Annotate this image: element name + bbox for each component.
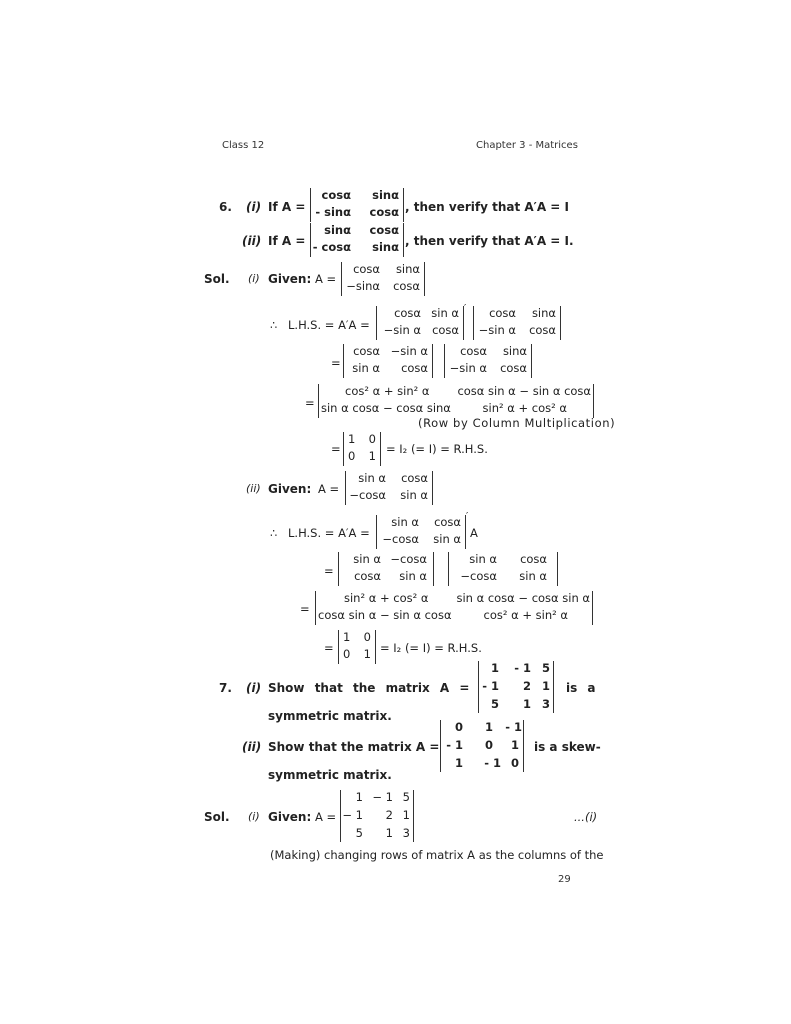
matrix-cell: 1 bbox=[490, 661, 499, 675]
sol6-i-label: (i) bbox=[248, 272, 260, 285]
matrix-cell: 1 bbox=[522, 697, 531, 711]
q7-i-text: Show that the matrix A = bbox=[268, 681, 470, 695]
matrix-cell: cos² α + sin² α bbox=[345, 384, 430, 398]
matrix-cell: −cosα bbox=[460, 569, 497, 583]
q6-part2-matrix-cell: sinα bbox=[324, 223, 351, 237]
sol6-label: Sol. bbox=[204, 272, 230, 286]
equals-sign: = bbox=[324, 641, 334, 655]
matrix-cell: sin α bbox=[391, 515, 419, 529]
sol6-i-result: = I₂ (= I) = R.H.S. bbox=[386, 442, 488, 456]
matrix-cell: 0 bbox=[368, 432, 376, 446]
matrix-cell: sin α bbox=[353, 552, 381, 566]
therefore-symbol: ∴ bbox=[270, 526, 278, 540]
matrix-cell: sin α bbox=[519, 569, 547, 583]
matrix-cell: sin α cosα − cosα sinα bbox=[321, 401, 451, 415]
q6-part1-label: (i) bbox=[246, 200, 262, 214]
matrix-cell: −cosα bbox=[382, 532, 419, 546]
matrix-cell: sin α bbox=[399, 569, 427, 583]
matrix-cell: 3 bbox=[541, 697, 550, 711]
sol6-ii-step3-matrix bbox=[315, 591, 593, 625]
matrix-cell: 1 bbox=[355, 790, 363, 804]
matrix-cell: cosα bbox=[353, 262, 380, 276]
sol6-ii-given-matrix bbox=[345, 471, 433, 505]
matrix-cell: cosα bbox=[393, 279, 420, 293]
matrix-cell: cos² α + sin² α bbox=[483, 608, 568, 622]
sol6-step3-matrix bbox=[318, 384, 594, 418]
matrix-cell: - 1 bbox=[482, 679, 499, 693]
matrix-cell: cosα bbox=[434, 515, 461, 529]
transpose-mark: ′ bbox=[464, 303, 467, 314]
matrix-cell: 5 bbox=[402, 790, 410, 804]
q7-i-label: (i) bbox=[246, 681, 262, 695]
sol6-ii-result: = I₂ (= I) = R.H.S. bbox=[380, 641, 482, 655]
q6-part1-matrix-cell: cosα bbox=[321, 188, 351, 202]
matrix-cell: 0 bbox=[343, 647, 351, 661]
matrix-cell: cosα bbox=[354, 569, 381, 583]
matrix-cell: sin α cosα − cosα sin α bbox=[456, 591, 590, 605]
q6-part1-matrix-cell: cosα bbox=[369, 205, 399, 219]
matrix-cell: sin α bbox=[358, 471, 386, 485]
q6-part2-matrix-cell: sinα bbox=[372, 240, 399, 254]
matrix-cell: 0 bbox=[348, 449, 356, 463]
matrix-cell: 1 bbox=[484, 720, 493, 734]
q6-part1-verify: , then verify that A′A = I bbox=[405, 200, 569, 214]
matrix-cell: - 1 bbox=[505, 720, 522, 734]
matrix-cell: cosα bbox=[394, 306, 421, 320]
sol7-given-matrix bbox=[340, 790, 414, 842]
matrix-cell: 3 bbox=[402, 826, 410, 840]
q7-ii-matrix bbox=[440, 720, 524, 772]
sol6-ii-a-eq: A = bbox=[318, 482, 340, 496]
sol6-ii-step2-matrix-2 bbox=[448, 552, 558, 586]
matrix-cell: 1 bbox=[541, 679, 550, 693]
matrix-cell: cosα sin α − sin α cosα bbox=[318, 608, 452, 622]
q7-ii-label: (ii) bbox=[242, 740, 262, 754]
q7-i-is-a: is a bbox=[566, 681, 596, 695]
q6-part2-matrix bbox=[310, 223, 404, 257]
equals-sign: = bbox=[331, 442, 341, 456]
matrix-cell: 1 bbox=[454, 756, 463, 770]
sol6-ii-given: Given: bbox=[268, 482, 312, 496]
equals-sign: = bbox=[305, 396, 315, 410]
equals-sign: = bbox=[300, 602, 310, 616]
matrix-cell: 5 bbox=[355, 826, 363, 840]
matrix-cell: 0 bbox=[510, 756, 519, 770]
matrix-cell: 1 bbox=[368, 449, 376, 463]
matrix-cell: cosα bbox=[432, 323, 459, 337]
q6-number: 6. bbox=[219, 200, 232, 214]
matrix-cell: cosα bbox=[401, 361, 428, 375]
matrix-a-letter: A bbox=[470, 526, 478, 540]
matrix-cell: −sin α bbox=[390, 344, 428, 358]
matrix-cell: - 1 bbox=[484, 756, 501, 770]
equation-ref: ...(i) bbox=[574, 810, 598, 824]
sol6-ii-lhs-matrix bbox=[376, 515, 466, 549]
matrix-cell: - 1 bbox=[446, 738, 463, 752]
sol6-ii-label: (ii) bbox=[246, 482, 261, 495]
matrix-cell: − 1 bbox=[342, 808, 363, 822]
sol6-lhs: L.H.S. = A′A = bbox=[288, 318, 370, 332]
matrix-cell: cosα bbox=[353, 344, 380, 358]
page-number: 29 bbox=[558, 874, 571, 885]
matrix-cell: sin α bbox=[433, 532, 461, 546]
q7-ii-text2: symmetric matrix. bbox=[268, 768, 392, 782]
matrix-cell: sin α bbox=[400, 488, 428, 502]
sol6-ii-step2-matrix-1 bbox=[338, 552, 434, 586]
matrix-cell: sin α bbox=[469, 552, 497, 566]
sol7-making-text: (Making) changing rows of matrix A as the columns of the bbox=[270, 848, 604, 862]
matrix-cell: 2 bbox=[385, 808, 393, 822]
sol7-label: Sol. bbox=[204, 810, 230, 824]
row-column-note: (Row by Column Multiplication) bbox=[418, 416, 616, 430]
matrix-cell: sinα bbox=[531, 306, 556, 320]
matrix-cell: cosα bbox=[401, 471, 428, 485]
q6-part2-matrix-cell: cosα bbox=[369, 223, 399, 237]
matrix-cell: 0 bbox=[363, 630, 371, 644]
matrix-cell: 2 bbox=[522, 679, 531, 693]
matrix-cell: 1 bbox=[402, 808, 410, 822]
equals-sign: = bbox=[331, 356, 341, 370]
q6-part2-if: If A = bbox=[268, 234, 306, 248]
q7-i-matrix bbox=[478, 661, 554, 713]
matrix-cell: cosα sin α − sin α cosα bbox=[457, 384, 591, 398]
matrix-cell: cosα bbox=[460, 344, 487, 358]
q6-part2-label: (ii) bbox=[242, 234, 262, 248]
sol6-ii-identity-matrix bbox=[338, 630, 376, 664]
matrix-cell: cosα bbox=[529, 323, 556, 337]
sol7-a-eq: A = bbox=[315, 810, 337, 824]
matrix-cell: cosα bbox=[520, 552, 547, 566]
matrix-cell: −sin α bbox=[478, 323, 516, 337]
sol6-ii-lhs: L.H.S. = A′A = bbox=[288, 526, 370, 540]
sol6-step2-matrix-1 bbox=[343, 344, 433, 378]
sol6-given: Given: bbox=[268, 272, 312, 286]
sol6-a-eq: A = bbox=[315, 272, 337, 286]
matrix-cell: 1 bbox=[363, 647, 371, 661]
header-class: Class 12 bbox=[222, 140, 265, 151]
matrix-cell: sin α bbox=[352, 361, 380, 375]
matrix-cell: 5 bbox=[490, 697, 499, 711]
header-chapter: Chapter 3 - Matrices bbox=[476, 140, 578, 151]
q6-part1-matrix-cell: - sinα bbox=[315, 205, 351, 219]
q6-part1-matrix-cell: sinα bbox=[372, 188, 399, 202]
q6-part2-matrix-cell: - cosα bbox=[312, 240, 351, 254]
matrix-cell: sin α bbox=[431, 306, 459, 320]
transpose-mark: ′ bbox=[466, 511, 469, 522]
equals-sign: = bbox=[324, 564, 334, 578]
q6-part2-verify: , then verify that A′A = I. bbox=[405, 234, 574, 248]
q7-i-text2: symmetric matrix. bbox=[268, 709, 392, 723]
matrix-cell: 1 bbox=[348, 432, 356, 446]
therefore-symbol: ∴ bbox=[270, 318, 278, 332]
matrix-cell: 1 bbox=[385, 826, 393, 840]
matrix-cell: 0 bbox=[484, 738, 493, 752]
q7-ii-after: is a skew- bbox=[534, 740, 601, 754]
matrix-cell: −sin α bbox=[449, 361, 487, 375]
matrix-cell: −sinα bbox=[346, 279, 380, 293]
sol6-lhs-matrix-2 bbox=[473, 306, 561, 340]
matrix-cell: cosα bbox=[489, 306, 516, 320]
sol6-identity-matrix bbox=[343, 432, 381, 466]
matrix-cell: − 1 bbox=[372, 790, 393, 804]
sol6-lhs-matrix-1 bbox=[376, 306, 464, 340]
matrix-cell: −cosα bbox=[390, 552, 427, 566]
matrix-cell: −sin α bbox=[383, 323, 421, 337]
matrix-cell: sinα bbox=[502, 344, 527, 358]
sol6-step2-matrix-2 bbox=[444, 344, 532, 378]
sol7-i-label: (i) bbox=[248, 810, 260, 823]
sol6-given-matrix bbox=[341, 262, 425, 296]
matrix-cell: 5 bbox=[541, 661, 550, 675]
matrix-cell: 1 bbox=[510, 738, 519, 752]
sol7-given: Given: bbox=[268, 810, 312, 824]
matrix-cell: 0 bbox=[454, 720, 463, 734]
matrix-cell: −cosα bbox=[349, 488, 386, 502]
q6-part1-if: If A = bbox=[268, 200, 306, 214]
matrix-cell: - 1 bbox=[514, 661, 531, 675]
matrix-cell: cosα bbox=[500, 361, 527, 375]
matrix-cell: sin² α + cos² α bbox=[344, 591, 429, 605]
matrix-cell: sin² α + cos² α bbox=[482, 401, 567, 415]
q7-number: 7. bbox=[219, 681, 232, 695]
matrix-cell: sinα bbox=[395, 262, 420, 276]
matrix-cell: 1 bbox=[343, 630, 351, 644]
q7-ii-text: Show that the matrix A = bbox=[268, 740, 440, 754]
q6-part1-matrix bbox=[310, 188, 404, 222]
